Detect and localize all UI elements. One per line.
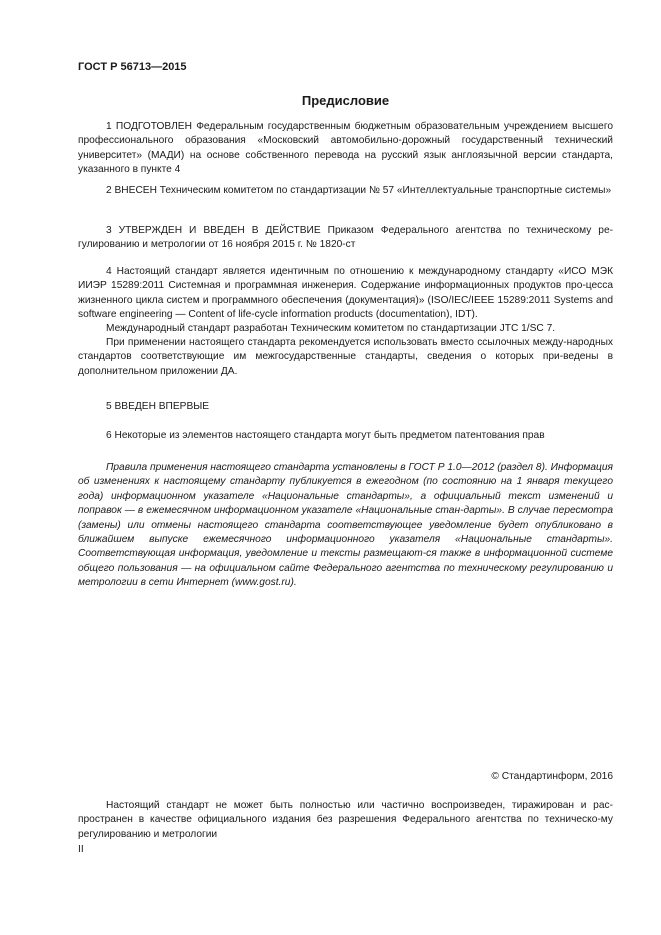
page-title: Предисловие [301, 93, 390, 108]
document-code: ГОСТ Р 56713—2015 [78, 61, 187, 73]
paragraph-6: 6 Некоторые из элементов настоящего стандарта могут быть предметом патентования прав [106, 430, 545, 441]
copyright: © Стандартинформ, 2016 [491, 771, 613, 782]
paragraph-4: 4 Настоящий стандарт является идентичным по отношению к международному стандарту «ИСО МЭК ИИЭР 15289:2011 Системная и программная инженерия. Содержание информационных продуктов про-цесса жизненного цикла систем и программного обеспечения (документация)» (ISO/IEC/IEEE 15289:2011 Systems and software engineering — Content of life-cycle information products (documentation), IDT). [78, 266, 613, 321]
paragraph-2: 2 ВНЕСЕН Техническим комитетом по стандартизации № 57 «Интеллектуальные транспортные системы» [106, 185, 612, 196]
reproduction-notice: Настоящий стандарт не может быть полностью или частично воспроизведен, тиражирован и рас-пространен в качестве официального издания без разрешения Федерального агентства по техническо-му регулированию и метрологии [78, 800, 613, 840]
paragraph-4-committee: Международный стандарт разработан Техническим комитетом по стандартизации JTC 1/SC 7. [106, 323, 556, 334]
application-rules-notice: Правила применения настоящего стандарта установлены в ГОСТ Р 1.0—2012 (раздел 8). Информация об изменениях к настоящему стандарту публикуется в ежегодном (по состоянию на 1 января текущего года) информационном указателе «Национальные стандарты», а официальный текст изменений и поправок — в ежемесячном информационном указателе «Национальные стан-дарты». В случае пересмотра (замены) или отмены настоящего стандарта соответствующее уведомление будет опубликовано в ближайшем выпуске ежемесячного информационного указателя «Национальные стандарты». Соответствующая информация, уведомление и тексты размещают-ся также в информационной системе общего пользования — на официальном сайте Федерального агентства по техническому регулированию и метрологии в сети Интернет (www.gost.ru). [78, 462, 613, 589]
paragraph-3: 3 УТВЕРЖДЕН И ВВЕДЕН В ДЕЙСТВИЕ Приказом Федерального агентства по техническому ре-гулированию и метрологии от 16 ноября 2015 г. № 1820-ст [78, 225, 613, 251]
paragraph-5: 5 ВВЕДЕН ВПЕРВЫЕ [106, 401, 210, 412]
paragraph-4-application: При применении настоящего стандарта рекомендуется использовать вместо ссылочных между-народных стандартов соответствующие им межгосударственные стандарты, сведения о которых при-ведены в дополнительном приложении ДА. [78, 337, 613, 377]
page-number: II [78, 844, 84, 855]
paragraph-1: 1 ПОДГОТОВЛЕН Федеральным государственным бюджетным образовательным учреждением высшего профессионального образования «Московский автомобильно-дорожный государственный технический университет» (МАДИ) на основе собственного перевода на русский язык англоязычной версии стандарта, указанного в пункте 4 [78, 121, 613, 176]
